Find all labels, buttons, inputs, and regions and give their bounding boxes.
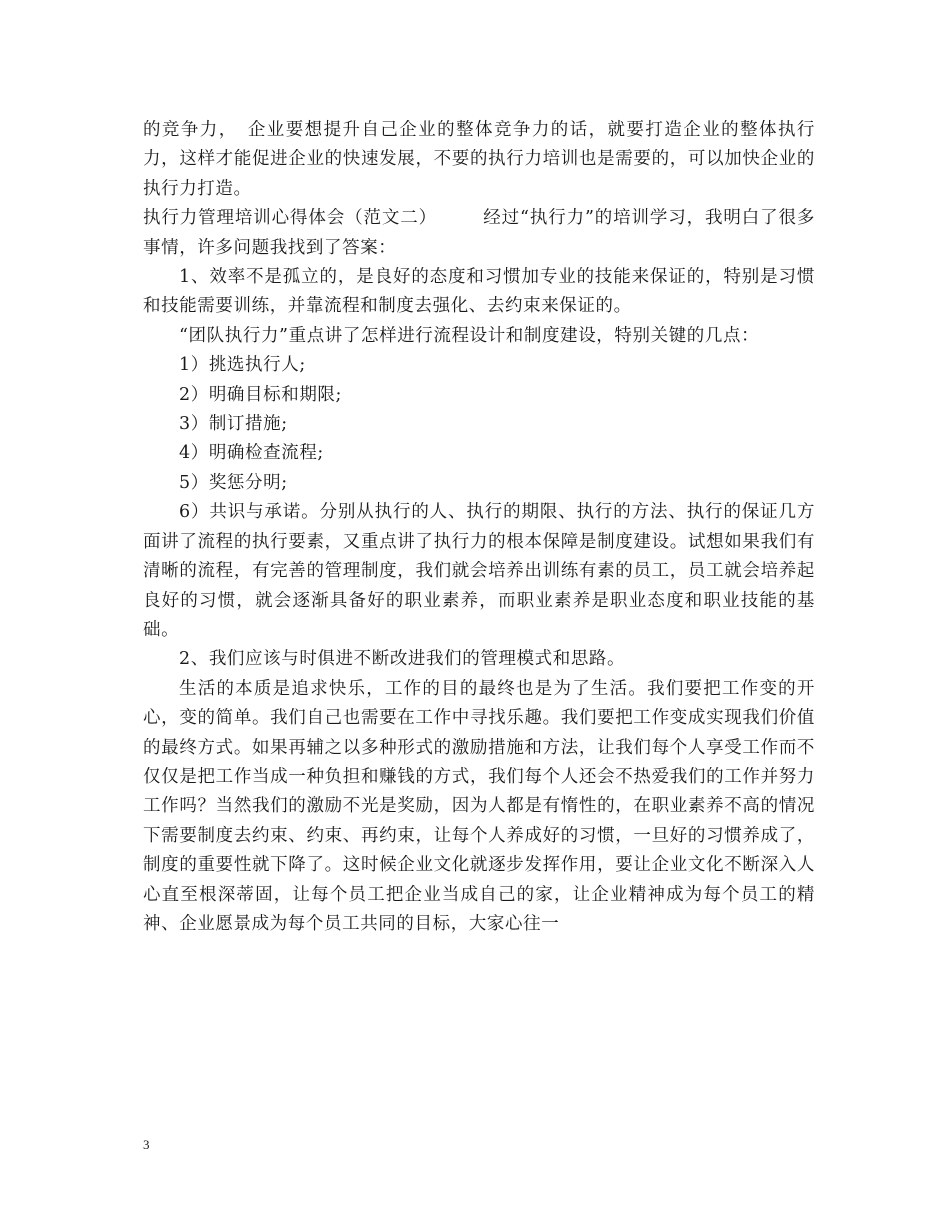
list-item: 2）明确目标和期限; [179, 384, 343, 405]
document-body [143, 116, 815, 939]
paragraph-consensus: 6）共识与承诺。分别从执行的人、执行的期限、执行的方法、执行的保证几方面讲了流程的执行要素，又重点讲了执行力的根本保障是制度建设。试想如果我们有清晰的流程，有完善的管理制度，我们就会培养出训练有素的员工，员工就会培养起良好的习惯，就会逐渐具备好的职业素养，而职业素养是职业态度和职业技能的基础。 [143, 502, 815, 640]
paragraph-point-two: 2、我们应该与时俱进不断改进我们的管理模式和思路。 [179, 649, 626, 670]
paragraph-point-one: 1、效率不是孤立的，是良好的态度和习惯加专业的技能来保证的，特别是习惯和技能需要训练，并靠流程和制度去强化、去约束来保证的。 [143, 267, 815, 317]
list-item: 5）奖惩分明; [179, 472, 288, 493]
paragraph-heading-sample-two: 执行力管理培训心得体会（范文二） 经过“执行力”的培训学习，我明白了很多事情，许多问题我找到了答案： [143, 208, 815, 258]
paragraph-team-execution: “团队执行力”重点讲了怎样进行流程设计和制度建设，特别关键的几点： [179, 325, 760, 346]
page-number: 3 [143, 1137, 150, 1152]
list-item: 4）明确检查流程; [179, 443, 324, 464]
paragraph-life-essence: 生活的本质是追求快乐，工作的目的最终也是为了生活。我们要把工作变的开心，变的简单。我们自己也需要在工作中寻找乐趣。我们要把工作变成实现我们价值的最终方式。如果再辅之以多种形式的激励措施和方法，让我们每个人享受工作而不仅仅是把工作当成一种负担和赚钱的方式，我们每个人还会不热爱我们的工作并努力工作吗？当然我们的激励不光是奖励，因为人都是有惰性的，在职业素养不高的情况下需要制度去约束、约束、再约束，让每个人养成好的习惯，一旦好的习惯养成了，制度的重要性就下降了。这时候企业文化就逐步发挥作用，要让企业文化不断深入人心直至根深蒂固，让每个员工把企业当成自己的家，让企业精神成为每个员工的精神、企业愿景成为每个员工共同的目标，大家心往一 [143, 678, 815, 934]
list-item: 3）制订措施; [179, 414, 288, 435]
paragraph-continuation: 的竞争力， 企业要想提升自己企业的整体竞争力的话，就要打造企业的整体执行力，这样才能促进企业的快速发展，不要的执行力培训也是需要的，可以加快企业的执行力打造。 [143, 120, 815, 199]
list-item: 1）挑选执行人; [179, 355, 306, 376]
